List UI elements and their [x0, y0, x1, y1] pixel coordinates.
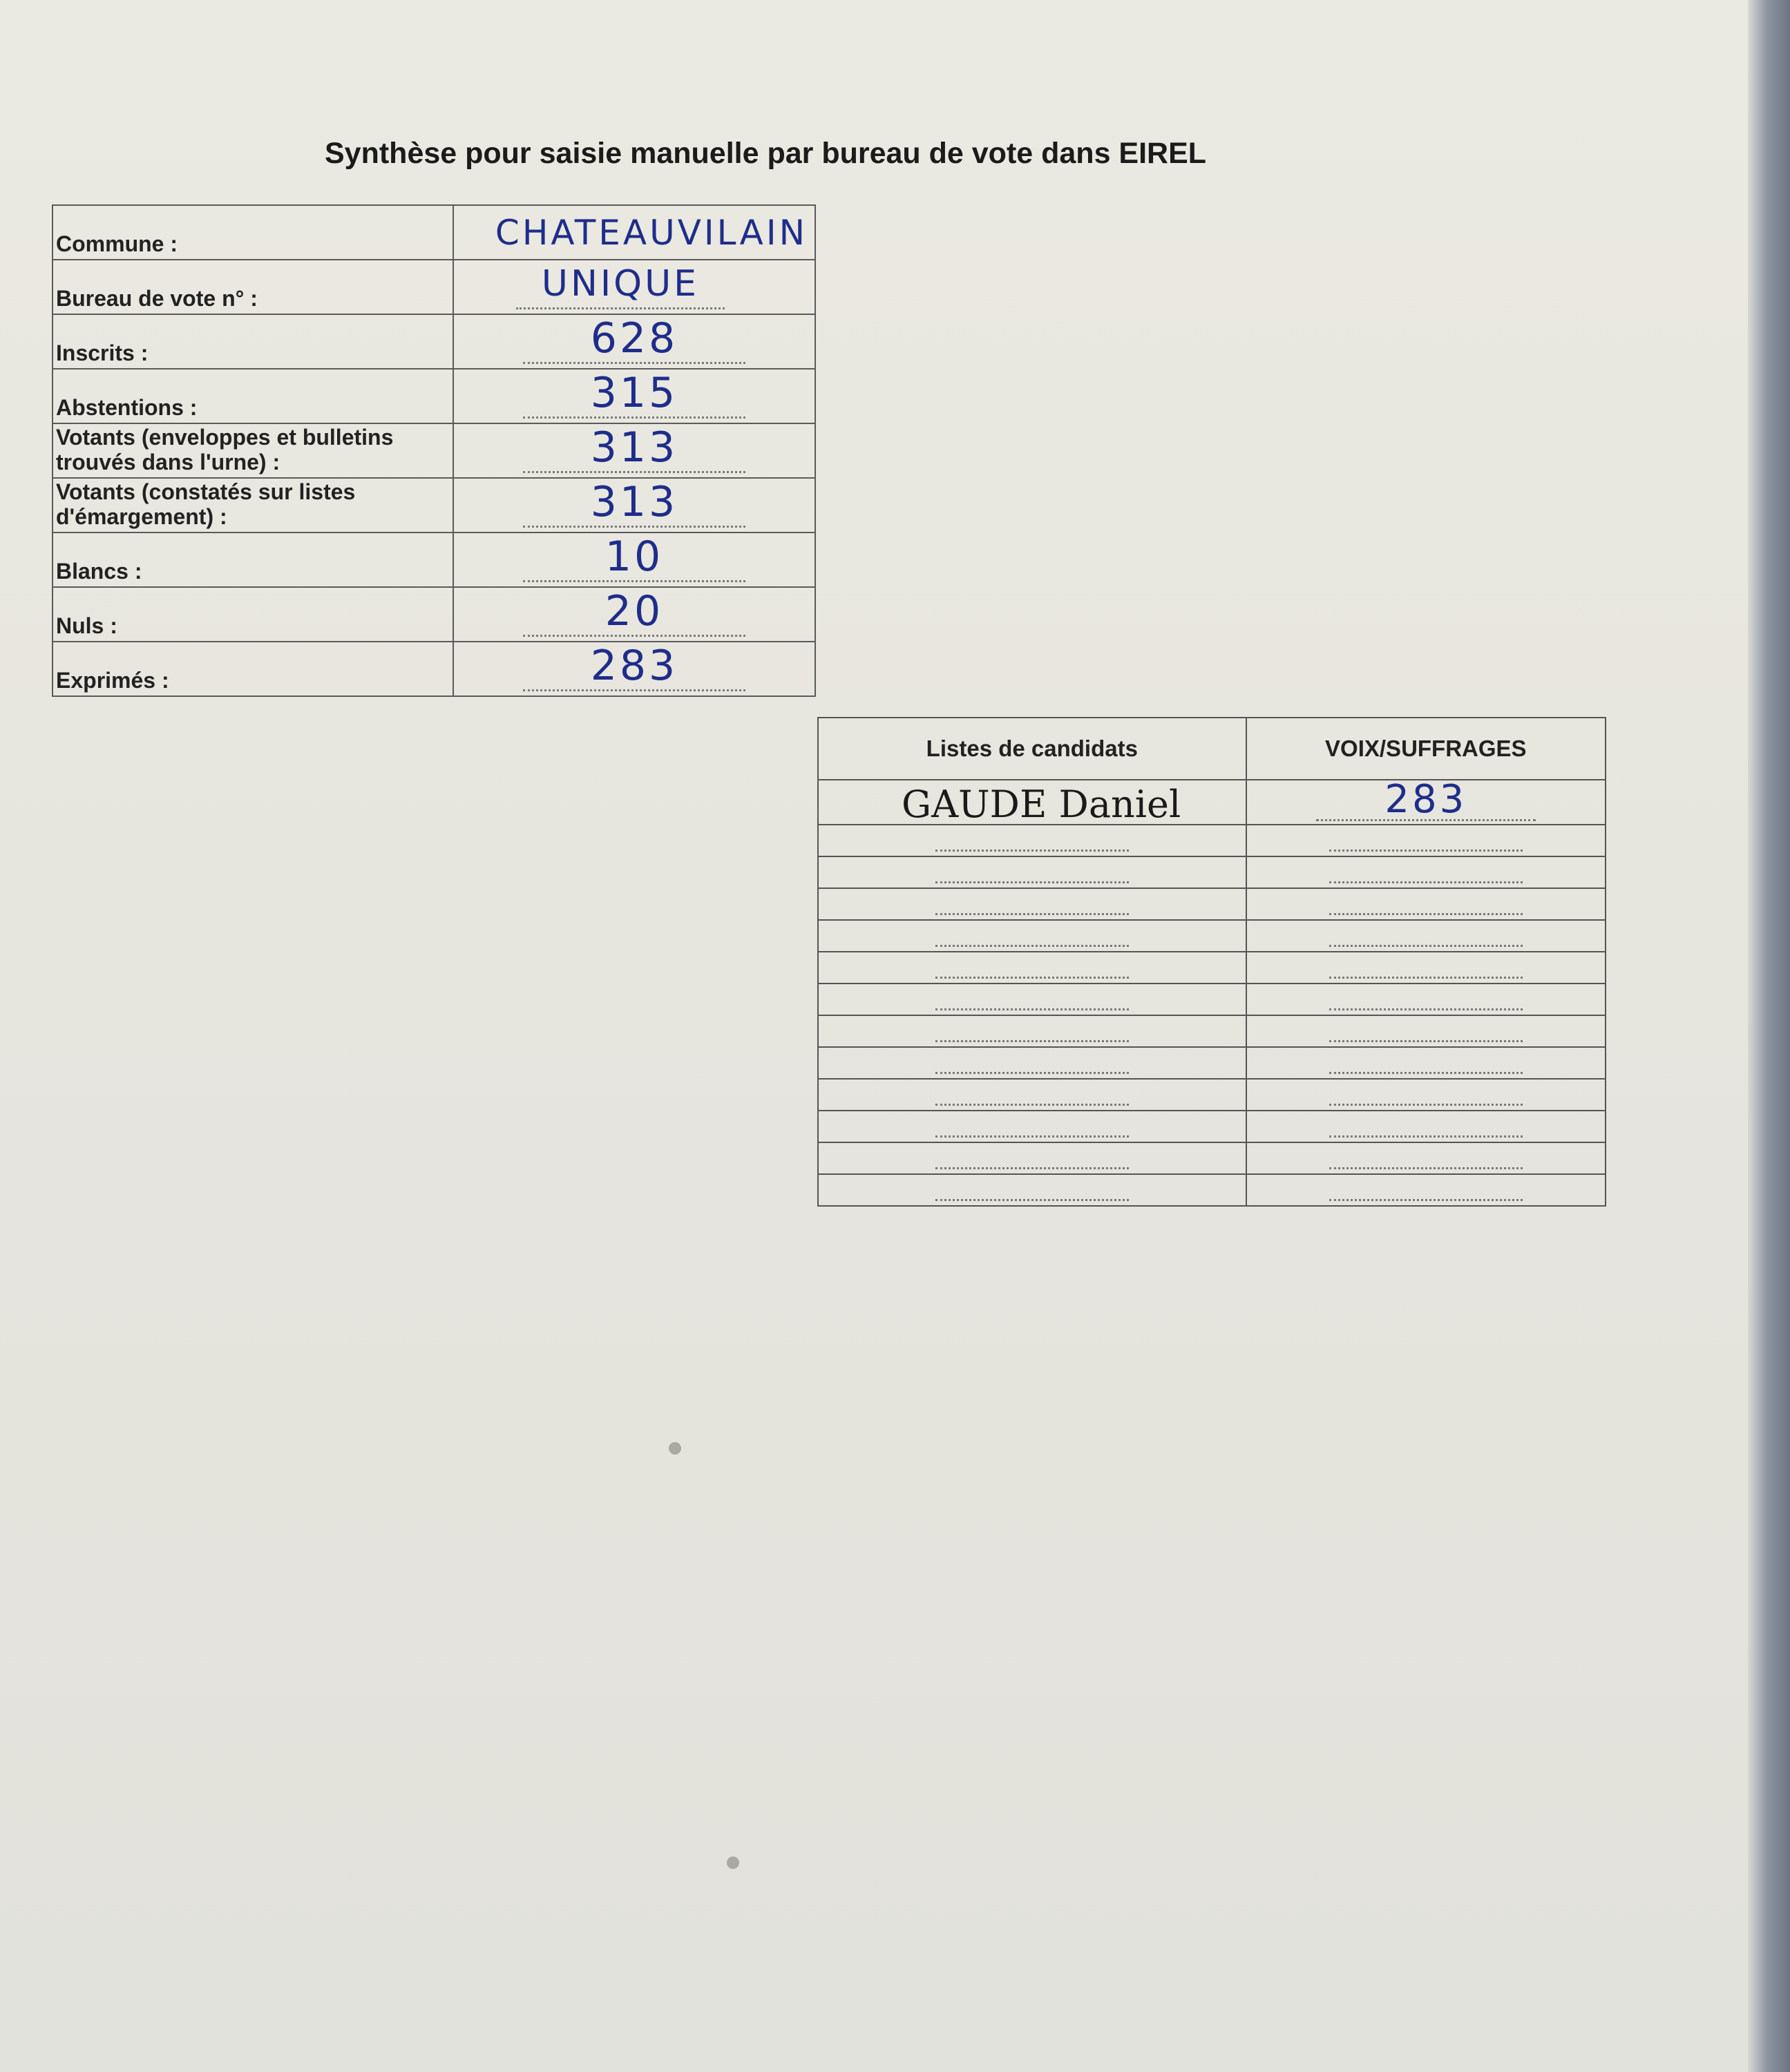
table-row	[53, 423, 815, 478]
dotted-line	[935, 943, 1129, 947]
votants-urne-value: 313	[523, 425, 745, 473]
votants-emargement-value: 313	[523, 480, 745, 528]
dotted-line	[935, 1166, 1129, 1169]
table-row	[53, 533, 815, 587]
dotted-line	[1329, 1007, 1523, 1010]
table-row	[818, 1142, 1606, 1174]
table-row	[53, 205, 815, 260]
page-title: Synthèse pour saisie manuelle par bureau de vote dans EIREL	[325, 137, 1207, 170]
commune-value: CHATEAUVILAIN	[495, 213, 808, 253]
nuls-value: 20	[523, 589, 745, 637]
table-row	[818, 856, 1606, 888]
dotted-line	[1329, 1039, 1523, 1042]
votes-header: VOIX/SUFFRAGES	[1246, 718, 1606, 780]
dotted-line	[1329, 912, 1523, 915]
blancs-label: Blancs :	[53, 533, 453, 587]
dotted-line	[1329, 975, 1523, 979]
bureau-value: UNIQUE	[516, 262, 725, 309]
summary-table	[52, 204, 816, 697]
candidate-name: GAUDE Daniel	[902, 783, 1181, 826]
table-row	[53, 260, 815, 314]
candidates-list-header: Listes de candidats	[818, 718, 1246, 780]
dotted-line	[935, 1102, 1129, 1106]
background-edge	[1748, 0, 1790, 2072]
commune-label: Commune :	[53, 205, 453, 260]
exprimes-value: 283	[523, 644, 745, 691]
blancs-value: 10	[523, 535, 745, 582]
table-header-row	[818, 718, 1606, 780]
table-row	[818, 825, 1606, 856]
table-row	[818, 1174, 1606, 1206]
dotted-line	[935, 975, 1129, 979]
nuls-label: Nuls :	[53, 587, 453, 642]
abstentions-label: Abstentions :	[53, 369, 453, 423]
dotted-line	[1329, 1166, 1523, 1169]
dotted-line	[1329, 1198, 1523, 1201]
table-row	[53, 369, 815, 423]
abstentions-value: 315	[523, 371, 745, 419]
dotted-line	[935, 1071, 1129, 1074]
table-row	[818, 1015, 1606, 1047]
votants-emargement-label: Votants (constatés sur listes d'émargement) :	[53, 478, 453, 533]
table-row	[818, 920, 1606, 952]
table-row	[818, 1079, 1606, 1111]
table-row	[818, 1111, 1606, 1142]
table-row	[53, 314, 815, 369]
table-row	[818, 780, 1606, 825]
dotted-line	[1329, 880, 1523, 883]
dotted-line	[1329, 1102, 1523, 1106]
dotted-line	[1329, 848, 1523, 852]
dotted-line	[935, 912, 1129, 915]
dotted-line	[1329, 1134, 1523, 1138]
dotted-line	[935, 1039, 1129, 1042]
bureau-label: Bureau de vote n° :	[53, 260, 453, 314]
inscrits-label: Inscrits :	[53, 314, 453, 369]
candidates-table	[817, 717, 1606, 1207]
paper-speck	[669, 1442, 681, 1455]
table-row	[818, 888, 1606, 920]
dotted-line	[935, 880, 1129, 883]
table-row	[53, 642, 815, 696]
table-row	[818, 952, 1606, 984]
table-row	[53, 587, 815, 642]
dotted-line	[935, 1007, 1129, 1010]
paper-speck	[727, 1857, 739, 1869]
dotted-line	[935, 1134, 1129, 1138]
dotted-line	[1329, 943, 1523, 947]
table-row	[818, 1047, 1606, 1079]
inscrits-value: 628	[523, 316, 745, 364]
exprimes-label: Exprimés :	[53, 642, 453, 696]
dotted-line	[1329, 1071, 1523, 1074]
dotted-line	[935, 1198, 1129, 1201]
votants-urne-label: Votants (enveloppes et bulletins trouvés dans l'urne) :	[53, 423, 453, 478]
candidate-votes: 283	[1316, 780, 1536, 821]
table-row	[818, 984, 1606, 1015]
dotted-line	[935, 848, 1129, 852]
table-row	[53, 478, 815, 533]
